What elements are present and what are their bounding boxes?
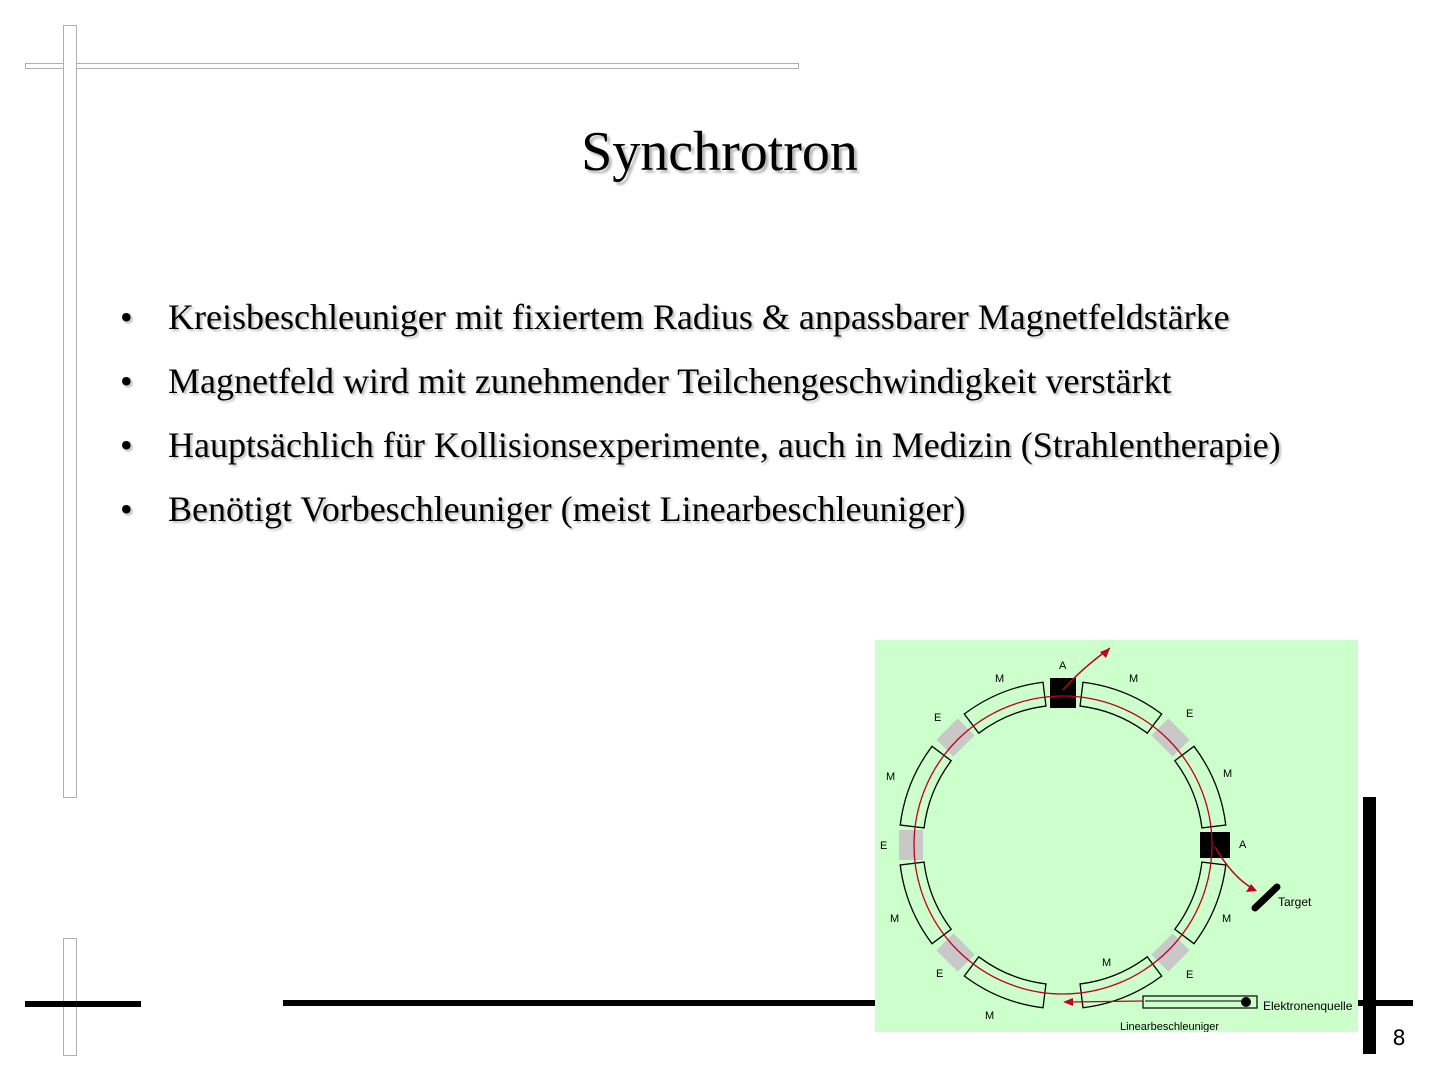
label-e: E: [1186, 708, 1194, 720]
label-electron-source: Elektronenquelle: [1263, 999, 1353, 1013]
bullet-text: Hauptsächlich für Kollisionsexperimente, auch in Medizin (Strahlentherapie): [168, 425, 1281, 465]
bullet-dot: •: [120, 361, 133, 401]
e-element: [1151, 718, 1189, 756]
ring-parts: [899, 678, 1233, 1008]
synchrotron-diagram: [875, 640, 1358, 1032]
label-m: M: [1223, 768, 1233, 780]
bullet-dot: •: [120, 297, 133, 337]
label-e: E: [936, 968, 944, 980]
extraction-arrowhead: [1100, 648, 1110, 658]
label-m: M: [985, 1010, 995, 1022]
bullet-item: [120, 295, 1360, 339]
label-e: E: [880, 840, 888, 852]
a-block: [1050, 678, 1076, 708]
bullet-list: [120, 295, 1360, 551]
bullet-dot: •: [120, 425, 133, 465]
label-m: M: [886, 771, 896, 783]
a-block: [1200, 832, 1230, 858]
e-element: [936, 718, 974, 756]
label-m: M: [1129, 673, 1139, 685]
label-m: M: [890, 913, 900, 925]
label-e: E: [1186, 969, 1194, 981]
label-a: A: [1239, 839, 1247, 851]
bullet-dot: •: [120, 489, 133, 529]
electron-source-icon: [1241, 997, 1251, 1007]
linac-icon: [1143, 996, 1257, 1008]
top-horizontal-line: [25, 63, 799, 69]
label-e: E: [934, 712, 942, 724]
injection-arrowhead: [1063, 998, 1073, 1006]
synchrotron-svg: [875, 640, 1358, 1032]
injection-arrow: [1070, 1001, 1143, 1002]
bottom-left-vertical-line: [63, 938, 77, 1056]
target-icon: [1255, 887, 1277, 908]
right-vertical-bar: [1363, 797, 1376, 1054]
bullet-text: Benötigt Vorbeschleuniger (meist Linearbeschleuniger): [168, 489, 966, 529]
label-m: M: [1102, 957, 1112, 969]
label-m: M: [1222, 913, 1232, 925]
label-m: M: [995, 673, 1005, 685]
bullet-item: [120, 423, 1360, 467]
page-number: 8: [1392, 1026, 1406, 1050]
e-element: [899, 830, 923, 860]
e-element: [936, 933, 974, 971]
label-target: Target: [1278, 895, 1312, 909]
label-linac: Linearbeschleuniger: [1120, 1021, 1220, 1032]
bullet-item: [120, 359, 1360, 403]
slide-title: Synchrotron: [581, 121, 858, 183]
bottom-left-horizontal-bar: [25, 1001, 141, 1007]
bullet-item: [120, 487, 1360, 531]
label-a: A: [1059, 660, 1067, 672]
e-element: [1151, 933, 1189, 971]
bullet-text: Kreisbeschleuniger mit fixiertem Radius & anpassbarer Magnetfeldstärke: [168, 297, 1230, 337]
bullet-text: Magnetfeld wird mit zunehmender Teilchengeschwindigkeit verstärkt: [168, 361, 1172, 401]
